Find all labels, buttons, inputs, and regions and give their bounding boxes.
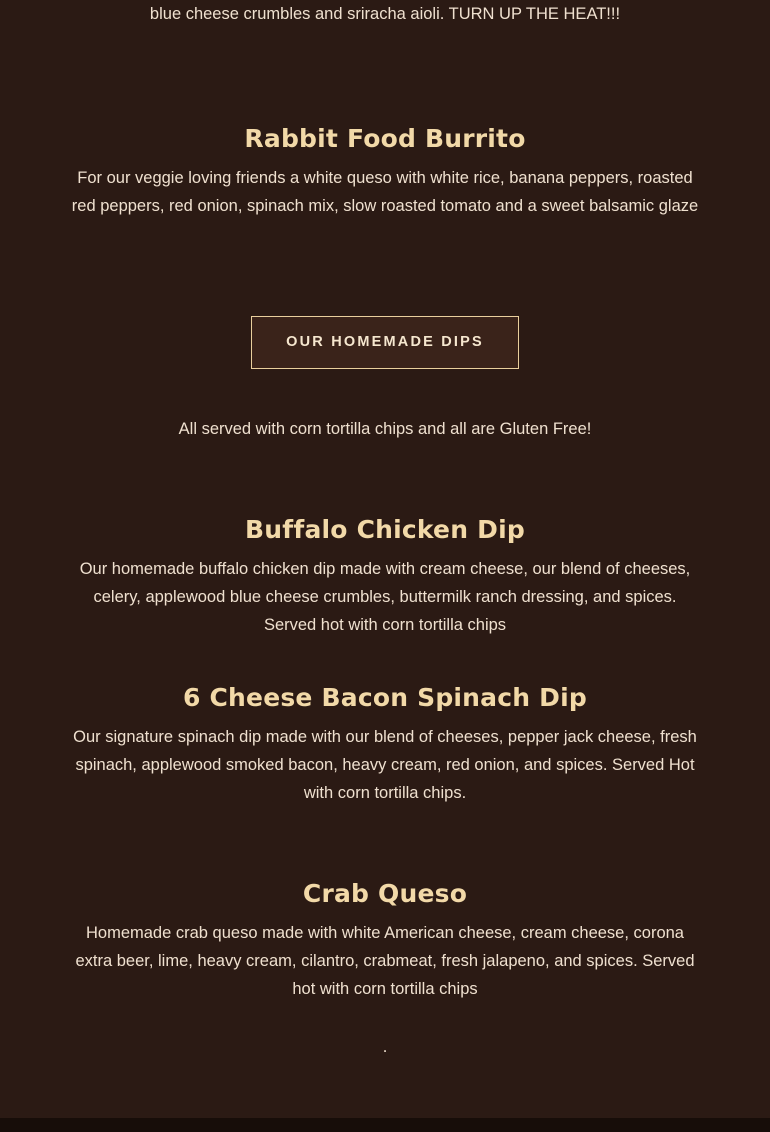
menu-item-description: Our signature spinach dip made with our blend of cheeses, pepper jack cheese, fresh spinach, applewood smoked bacon, heavy cream, red onion, and spices. Served Hot with corn tortilla chips. [73,727,697,802]
section-header-dips [38,316,732,369]
bottom-bar [0,1118,770,1132]
menu-item-crab-queso [38,879,732,1003]
menu-item-description: Our homemade buffalo chicken dip made with cream cheese, our blend of cheeses, celery, applewood blue cheese crumbles, buttermilk ranch dressing, and spices. Served hot with corn tortilla chips [79,559,691,634]
menu-item-6-cheese-bacon-spinach-dip [38,683,732,807]
menu-item-rabbit-food-burrito [38,124,732,220]
spacer [38,443,732,515]
menu-item-description: Homemade crab queso made with white American cheese, cream cheese, corona extra beer, lime, heavy cream, cilantro, crabmeat, fresh jalapeno, and spices. Served hot with corn tortilla chips [75,923,695,998]
dips-section-note: All served with corn tortilla chips and all are Gluten Free! [178,419,592,438]
previous-item-description-fragment: blue cheese crumbles and sriracha aioli. TURN UP THE HEAT!!! [149,5,621,23]
spacer [38,220,732,316]
spacer [38,639,732,683]
spacer [38,28,732,124]
menu-item-title: Rabbit Food Burrito [244,124,526,153]
spacer [38,807,732,879]
menu-item-buffalo-chicken-dip [38,515,732,639]
menu-item-description: For our veggie loving friends a white queso with white rice, banana peppers, roasted red peppers, red onion, spinach mix, slow roasted tomato and a sweet balsamic glaze [71,169,699,215]
menu-item-title: 6 Cheese Bacon Spinach Dip [183,682,587,712]
menu-item-title: Crab Queso [302,878,468,908]
menu-item-title: Buffalo Chicken Dip [245,514,525,544]
trailing-dot: . [382,1037,388,1056]
our-homemade-dips-button[interactable]: OUR HOMEMADE DIPS [251,316,519,369]
